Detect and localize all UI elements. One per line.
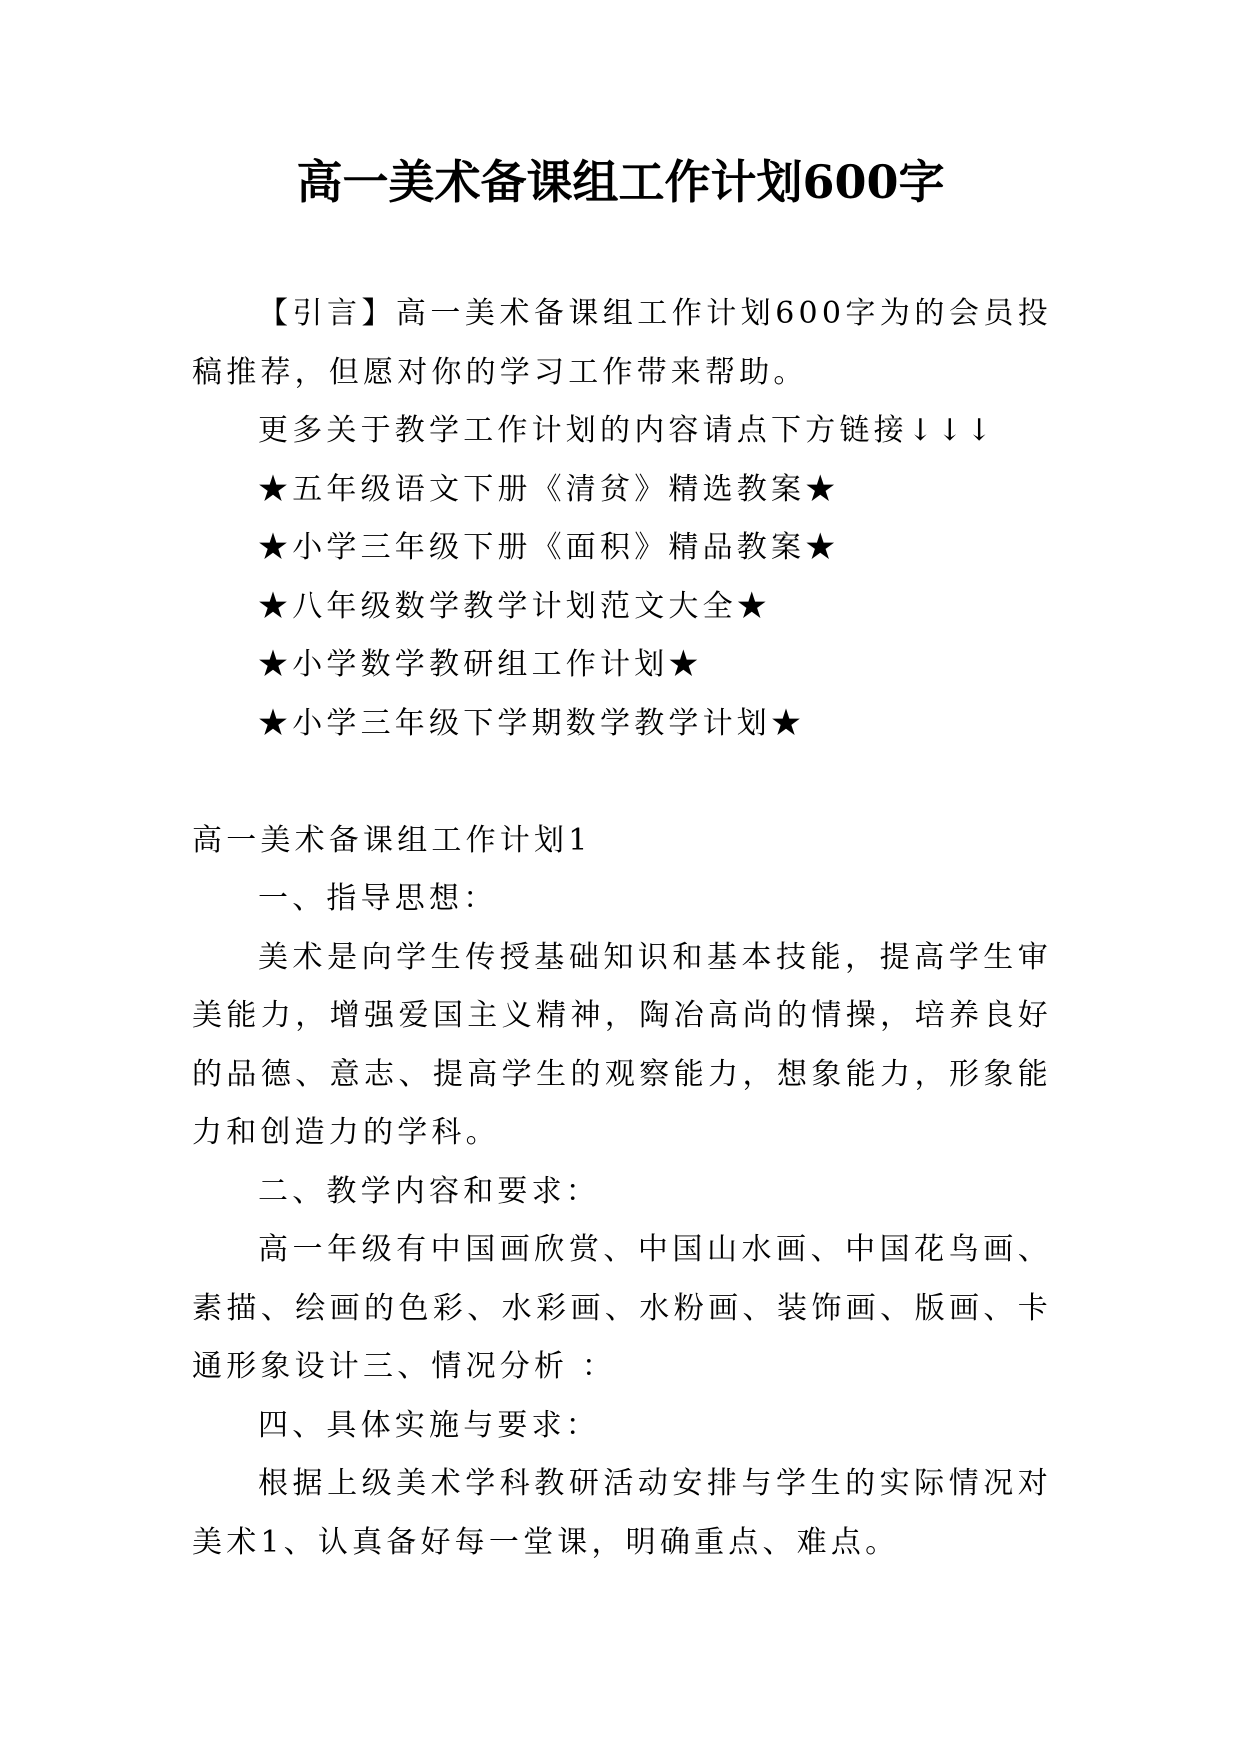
intro-paragraph: 【引言】高一美术备课组工作计划600字为的会员投稿推荐，但愿对你的学习工作带来帮助。 xyxy=(192,296,1052,390)
paragraph-gap xyxy=(192,753,1052,812)
more-links-text: 更多关于教学工作计划的内容请点下方链接↓↓↓ xyxy=(258,413,996,448)
paragraph-guiding-thought: 美术是向学生传授基础知识和基本技能，提高学生审美能力，增强爱国主义精神，陶冶高尚的情操，培养良好的品德、意志、提高学生的观察能力，想象能力，形象能力和创造力的学科。 xyxy=(192,939,1052,1150)
document-body xyxy=(192,285,1052,1572)
related-link-3[interactable]: ★八年级数学教学计划范文大全★ xyxy=(258,588,771,624)
paragraph-implementation: 根据上级美术学科教研活动安排与学生的实际情况对美术1、认真备好每一堂课，明确重点、难点。 xyxy=(192,1466,1052,1560)
related-link-1[interactable]: ★五年级语文下册《清贫》精选教案★ xyxy=(258,471,840,507)
paragraph-guiding-thought-heading: 一、指导思想： xyxy=(258,881,498,916)
related-link-5[interactable]: ★小学三年级下学期数学教学计划★ xyxy=(258,705,806,741)
related-link-4[interactable]: ★小学数学教研组工作计划★ xyxy=(258,647,703,682)
paragraph-implementation-heading: 四、具体实施与要求： xyxy=(258,1407,600,1443)
paragraph-content: 高一年级有中国画欣赏、中国山水画、中国花鸟画、素描、绘画的色彩、水彩画、水粉画、装饰画、版画、卡通形象设计三、情况分析 ： xyxy=(192,1232,1052,1384)
section-heading: 高一美术备课组工作计划1 xyxy=(192,822,592,858)
document-title: 高一美术备课组工作计划600字 xyxy=(296,155,945,209)
paragraph-content-heading: 二、教学内容和要求： xyxy=(258,1173,600,1209)
related-link-2[interactable]: ★小学三年级下册《面积》精品教案★ xyxy=(258,530,840,565)
